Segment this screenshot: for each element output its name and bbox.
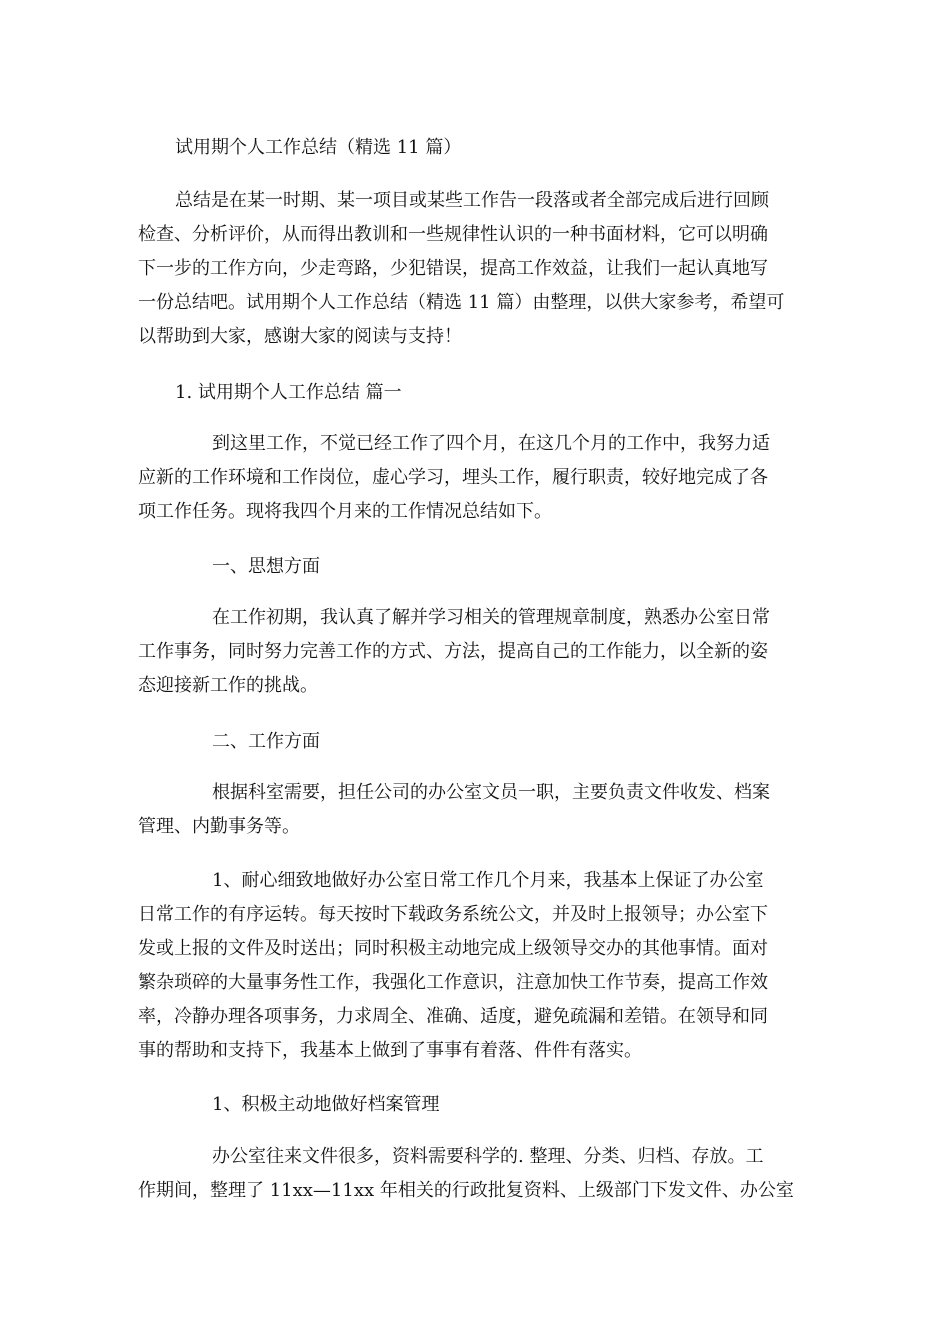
heading-text: 二、工作方面 (212, 731, 320, 752)
work-heading (138, 725, 818, 759)
text-line: 下一步的工作方向，少走弯路，少犯错误，提高工作效益，让我们一起认真地写 (138, 258, 768, 279)
text-line: 应新的工作环境和工作岗位，虚心学习，埋头工作，履行职责，较好地完成了各 (138, 467, 768, 488)
text-line: 作期间，整理了 11xx—11xx 年相关的行政批复资料、上级部门下发文件、办公室 (138, 1180, 794, 1201)
work-item1-paragraph (138, 864, 818, 1068)
text-line: 率，冷静办理各项事务，力求周全、准确、适度，避免疏漏和差错。在领导和同 (138, 1006, 768, 1027)
section-heading (138, 376, 818, 410)
text-line: 项工作任务。现将我四个月来的工作情况总结如下。 (138, 501, 552, 522)
thought-paragraph (138, 601, 818, 703)
text-line: 1、耐心细致地做好办公室日常工作几个月来，我基本上保证了办公室 (212, 870, 764, 891)
text-line: 总结是在某一时期、某一项目或某些工作告一段落或者全部完成后进行回顾 (175, 190, 769, 211)
heading-text: 一、思想方面 (212, 556, 320, 577)
intro-paragraph (138, 184, 818, 354)
heading-text: 1、积极主动地做好档案管理 (212, 1094, 440, 1115)
text-line: 管理、内勤事务等。 (138, 816, 300, 837)
text-line: 在工作初期，我认真了解并学习相关的管理规章制度，熟悉办公室日常 (212, 607, 770, 628)
thought-heading (138, 550, 818, 584)
text-line: 态迎接新工作的挑战。 (138, 675, 318, 696)
document-title (175, 131, 855, 165)
text-line: 日常工作的有序运转。每天按时下载政务系统公文，并及时上报领导；办公室下 (138, 904, 768, 925)
text-line: 工作事务，同时努力完善工作的方式、方法，提高自己的工作能力，以全新的姿 (138, 641, 768, 662)
heading-text: 1. 试用期个人工作总结 篇一 (175, 382, 402, 403)
text-line: 以帮助到大家，感谢大家的阅读与支持！ (138, 326, 462, 347)
archive-paragraph (138, 1140, 818, 1208)
text-line: 根据科室需要，担任公司的办公室文员一职，主要负责文件收发、档案 (212, 782, 770, 803)
work-paragraph (138, 776, 818, 844)
section1-paragraph (138, 427, 818, 529)
text-line: 繁杂琐碎的大量事务性工作，我强化工作意识，注意加快工作节奏，提高工作效 (138, 972, 768, 993)
text-line: 事的帮助和支持下，我基本上做到了事事有着落、件件有落实。 (138, 1040, 642, 1061)
archive-heading (138, 1088, 818, 1122)
text-line: 办公室往来文件很多，资料需要科学的. 整理、分类、归档、存放。工 (212, 1146, 764, 1167)
text-line: 一份总结吧。试用期个人工作总结（精选 11 篇）由整理，以供大家参考，希望可 (138, 292, 785, 313)
text-line: 到这里工作，不觉已经工作了四个月，在这几个月的工作中，我努力适 (212, 433, 770, 454)
title-text: 试用期个人工作总结（精选 11 篇） (175, 137, 462, 158)
text-line: 发或上报的文件及时送出；同时积极主动地完成上级领导交办的其他事情。面对 (138, 938, 768, 959)
text-line: 检查、分析评价，从而得出教训和一些规律性认识的一种书面材料，它可以明确 (138, 224, 768, 245)
